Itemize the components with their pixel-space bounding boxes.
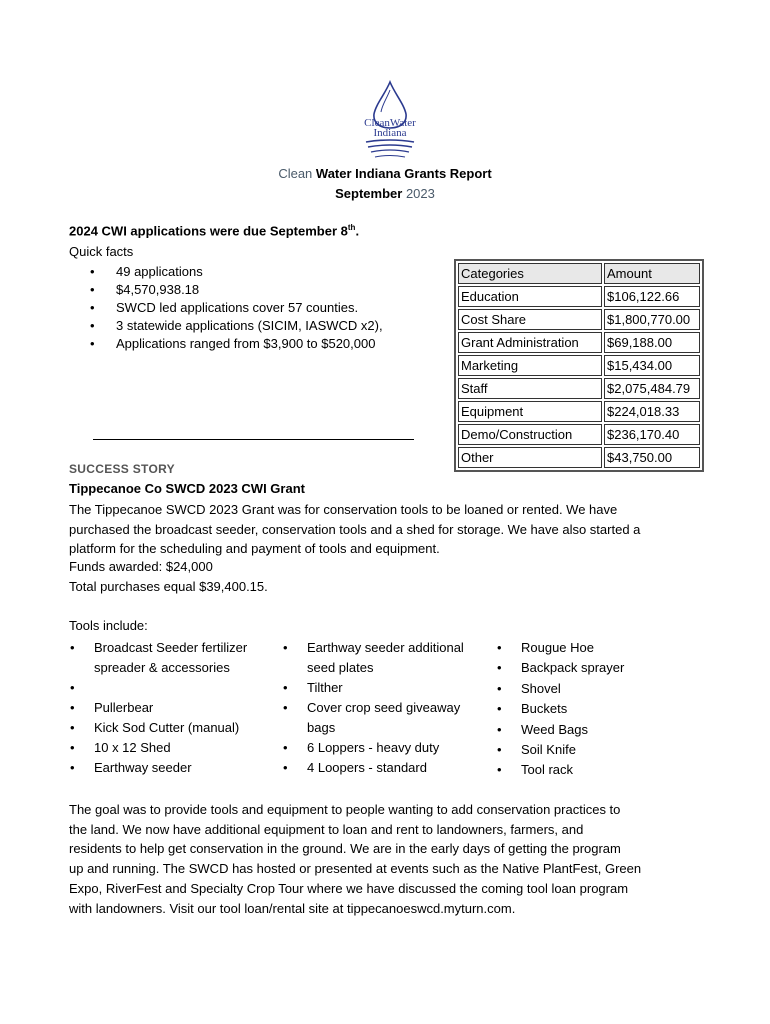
paragraph-line: platform for the scheduling and payment of tools and equipment. [69, 541, 440, 557]
success-story-label: SUCCESS STORY [69, 462, 175, 476]
amount-cell: $236,170.40 [604, 424, 700, 445]
category-cell: Equipment [458, 401, 602, 422]
category-cell: Demo/Construction [458, 424, 602, 445]
category-cell: Cost Share [458, 309, 602, 330]
title-main: Water Indiana Grants Report [315, 166, 492, 181]
list-item: • Weed Bags [497, 720, 697, 740]
tools-list-column-1 [70, 638, 270, 698]
quick-facts-label: Quick facts [69, 244, 134, 259]
paragraph-line: residents to help get conservation in the ground. We are in the early days of getting the program [69, 841, 621, 857]
table-row [458, 332, 700, 353]
title-accent: Clean [278, 166, 313, 181]
list-item: • Rougue Hoe [497, 638, 697, 658]
list-item: • Earthway seeder [70, 758, 270, 778]
list-spacer [70, 678, 270, 698]
table-row [458, 401, 700, 422]
list-item: • Tilther [283, 678, 483, 698]
category-cell: Education [458, 286, 602, 307]
paragraph-line: The Tippecanoe SWCD 2023 Grant was for conservation tools to be loaned or rented. We have [69, 502, 618, 517]
paragraph-line: Expo, RiverFest and Specialty Crop Tour where we have discussed the coming tool loan program [69, 880, 629, 896]
logo-wordmark [352, 118, 428, 138]
logo-line-1: CleanWater [364, 117, 416, 129]
list-item: • 4 Loopers - standard [283, 758, 483, 778]
tool-text-cont: spreader & accessories [94, 660, 230, 675]
amount-cell: $224,018.33 [604, 401, 700, 422]
list-item: • 6 Loppers - heavy duty [283, 738, 483, 758]
paragraph-line: purchased the broadcast seeder, conservation tools and a shed for storage. We have also started a [69, 521, 641, 537]
tool-text: Cover crop seed giveaway [307, 700, 461, 715]
list-item: • Tool rack [497, 760, 697, 780]
table-header-row [458, 263, 700, 284]
list-item: • 10 x 12 Shed [70, 738, 270, 758]
section-divider [93, 439, 414, 440]
table-row [458, 309, 700, 330]
paragraph-line: The goal was to provide tools and equipment to people wanting to add conservation practices to [69, 802, 621, 817]
tools-list-column-2 [283, 638, 483, 778]
category-cell: Staff [458, 378, 602, 399]
paragraph-line: the land. We now have additional equipment to loan and rent to landowners, farmers, and [69, 821, 584, 837]
list-item [70, 638, 270, 678]
story-intro-paragraph [69, 500, 709, 559]
list-item: • 49 applications [90, 263, 383, 281]
quick-facts-list [90, 263, 383, 353]
table-row [458, 355, 700, 376]
table-row [458, 378, 700, 399]
paragraph-line: up and running. The SWCD has hosted or presented at events such as the Native PlantFest, Green [69, 861, 642, 877]
heading-sup: th [347, 223, 356, 232]
amount-cell: $2,075,484.79 [604, 378, 700, 399]
amount-cell: $69,188.00 [604, 332, 700, 353]
heading-suffix: . [355, 223, 360, 239]
column-header-categories: Categories [458, 263, 602, 284]
list-item: • Applications ranged from $3,900 to $520,000 [90, 335, 383, 353]
list-item: • Buckets [497, 699, 697, 719]
total-purchases: Total purchases equal $39,400.15. [69, 579, 268, 594]
tools-list-column-1b [70, 698, 270, 778]
clean-water-indiana-logo [352, 80, 428, 162]
category-cell: Marketing [458, 355, 602, 376]
amount-cell: $106,122.66 [604, 286, 700, 307]
category-cell: Other [458, 447, 602, 468]
goal-paragraph [69, 800, 709, 918]
table-row [458, 286, 700, 307]
tools-list-column-3 [497, 638, 697, 781]
funds-awarded: Funds awarded: $24,000 [69, 559, 213, 574]
category-cell: Grant Administration [458, 332, 602, 353]
table-row [458, 424, 700, 445]
applications-heading [69, 223, 359, 238]
column-header-amount: Amount [604, 263, 700, 284]
paragraph-line: with landowners. Visit our tool loan/rental site at tippecanoeswcd.myturn.com. [69, 900, 516, 916]
heading-text: 2024 CWI applications were due September 8 [69, 223, 348, 239]
list-item [283, 638, 483, 678]
list-item: • Pullerbear [70, 698, 270, 718]
tool-text: Broadcast Seeder fertilizer [94, 640, 248, 655]
list-item: • $4,570,938.18 [90, 281, 383, 299]
list-item: • Kick Sod Cutter (manual) [70, 718, 270, 738]
list-item: • Soil Knife [497, 740, 697, 760]
amount-cell: $43,750.00 [604, 447, 700, 468]
list-item: • Shovel [497, 679, 697, 699]
list-item: • 3 statewide applications (SICIM, IASWCD x2), [90, 317, 383, 335]
list-item: • Backpack sprayer [497, 658, 697, 678]
logo-line-2: Indiana [373, 127, 407, 139]
amount-cell: $1,800,770.00 [604, 309, 700, 330]
success-story-title: Tippecanoe Co SWCD 2023 CWI Grant [69, 481, 305, 496]
subtitle-accent: 2023 [405, 186, 435, 201]
tool-text-cont: bags [307, 720, 336, 735]
budget-table [454, 259, 704, 472]
tool-text: Earthway seeder additional [307, 640, 464, 655]
list-item [283, 698, 483, 738]
table-row [458, 447, 700, 468]
list-item: • SWCD led applications cover 57 counties. [90, 299, 383, 317]
report-subtitle [0, 186, 770, 201]
tools-include-label: Tools include: [69, 618, 148, 633]
tool-text-cont: seed plates [307, 660, 374, 675]
subtitle-main: September [335, 186, 403, 201]
report-title [0, 166, 770, 181]
amount-cell: $15,434.00 [604, 355, 700, 376]
